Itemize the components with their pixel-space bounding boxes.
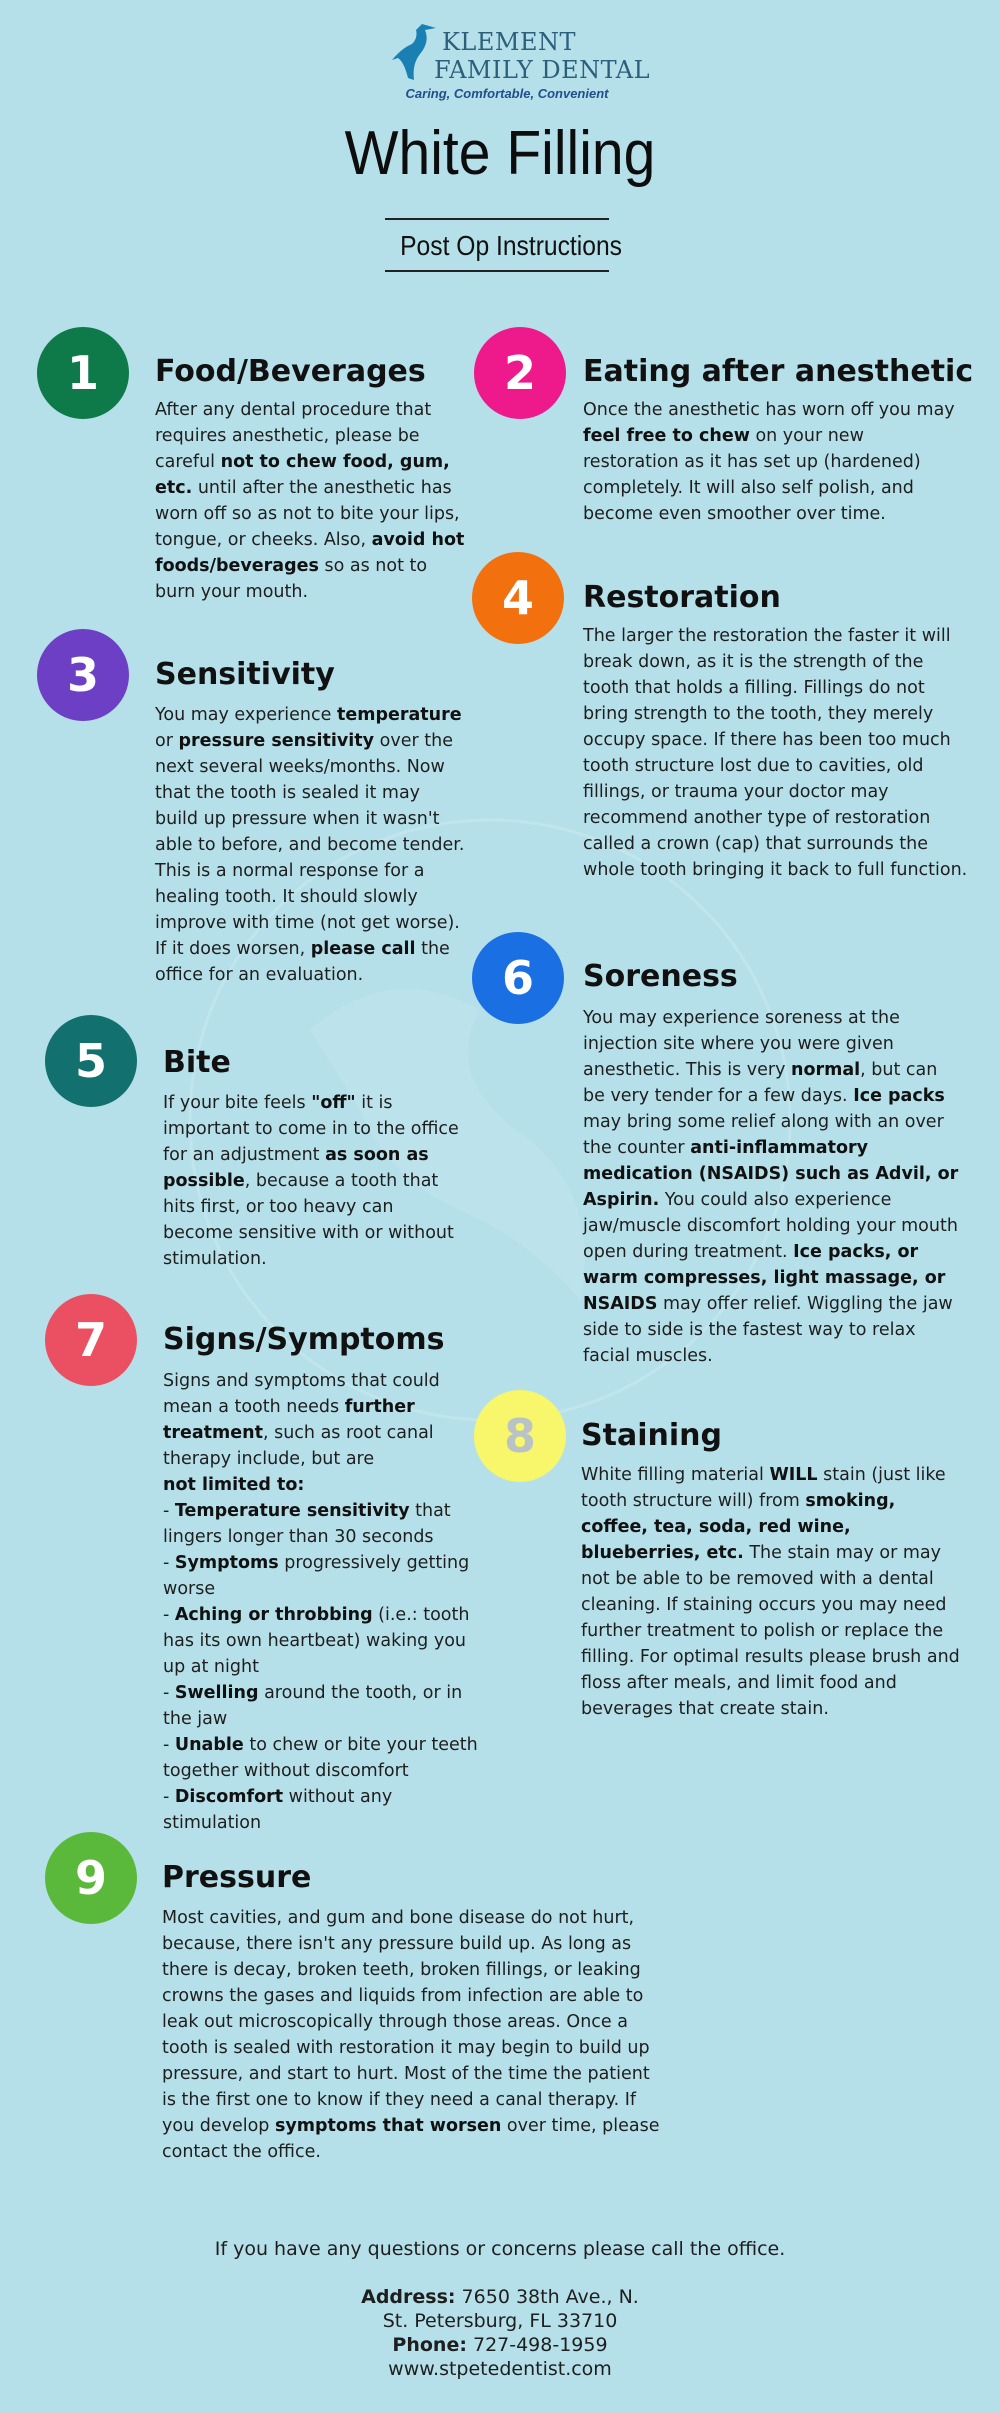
section-body: You may experience temperature or pressure sensitivity over the next several weeks/months. Now that the tooth is sealed it may build up pressure when it wasn't able to before, and become tender. This is a normal response for a healing tooth. It should slowly improve with time (not get worse). If it does worsen, please call the office for an evaluation. (155, 705, 465, 985)
section-title: Restoration (583, 580, 781, 615)
page-title: White Filling (344, 119, 656, 188)
website-link[interactable]: www.stpetedentist.com (388, 2358, 612, 2380)
number-badge-7: 7 (45, 1294, 137, 1386)
phone-line: Phone: 727-498-1959 (392, 2334, 608, 2356)
pelican-bird-icon (392, 20, 440, 84)
number-badge-2: 2 (474, 327, 566, 419)
list-item: - Temperature sensitivity that lingers longer than 30 seconds (163, 1501, 451, 1547)
section-title: Food/Beverages (155, 354, 426, 389)
number-badge-5: 5 (45, 1015, 137, 1107)
section-body: After any dental procedure that requires anesthetic, please be careful not to chew food, gum, etc. until after the anesthetic has worn off so as not to bite your lips, tongue, or cheeks. Also, avoid hot foods/beverages so as not to burn your mouth. (155, 400, 465, 602)
address-line-2: St. Petersburg, FL 33710 (382, 2310, 618, 2332)
section-body: If your bite feels "off" it is important to come in to the office for an adjustment as soon as possible, because a tooth that hits first, or too heavy can become sensitive with or without stimulation. (163, 1093, 459, 1269)
section-body: Signs and symptoms that could mean a tooth needs further treatment, such as root canal therapy include, but are not limited to: - Temperature sensitivity that lingers longer than 30 seconds - Symptoms progressively getting worse - Aching or throbbing (i.e.: tooth has its own heartbeat) waking you up at night - Swelling around the tooth, or in the jaw - Unable to chew or bite your teeth together without discomfort - Discomfort without any stimulation (163, 1368, 488, 1836)
address-line-1: Address: 7650 38th Ave., N. (361, 2286, 639, 2308)
logo-tagline: Caring, Comfortable, Convenient (405, 86, 609, 101)
number-badge-3: 3 (37, 629, 129, 721)
section-title: Soreness (583, 959, 738, 994)
section-title: Staining (581, 1418, 722, 1453)
section-title: Sensitivity (155, 657, 335, 692)
number-badge-9: 9 (45, 1832, 137, 1924)
number-badge-4: 4 (472, 552, 564, 644)
number-badge-8: 8 (474, 1390, 566, 1482)
contact-prompt: If you have any questions or concerns please call the office. (214, 2238, 786, 2260)
section-title: Bite (163, 1045, 231, 1080)
number-badge-6: 6 (472, 932, 564, 1024)
list-item: - Symptoms progressively getting worse (163, 1553, 470, 1599)
section-title: Eating after anesthetic (583, 354, 974, 389)
section-title: Signs/Symptoms (163, 1322, 445, 1357)
section-title: Pressure (162, 1860, 312, 1895)
list-item: - Discomfort without any stimulation (163, 1787, 393, 1833)
list-item: - Unable to chew or bite your teeth together without discomfort (163, 1735, 478, 1781)
subtitle-box (385, 218, 622, 272)
logo-name-line2: FAMILY DENTAL (434, 56, 651, 84)
brand-logo (392, 20, 651, 105)
section-body: White filling material WILL stain (just like tooth structure will) from smoking, coffee, tea, soda, red wine, blueberries, etc. The stain may or may not be able to be removed with a dental cleaning. If staining occurs you may need further treatment to polish or replace the filling. For optimal results please brush and floss after meals, and limit food and beverages that create stain. (581, 1465, 960, 1719)
logo-name-line1: KLEMENT (442, 28, 576, 56)
list-item: - Aching or throbbing (i.e.: tooth has its own heartbeat) waking you up at night (163, 1605, 470, 1677)
section-body: The larger the restoration the faster it will break down, as it is the strength of the tooth that holds a filling. Fillings do not bring strength to the tooth, they merely occupy space. If there has been too much tooth structure lost due to cavities, old fillings, or trauma your doctor may recommend another type of restoration called a crown (cap) that surrounds the whole tooth bringing it back to full function. (583, 626, 968, 880)
list-item: - Swelling around the tooth, or in the jaw (163, 1683, 463, 1729)
page-subtitle: Post Op Instructions (400, 230, 622, 261)
contact-info (0, 2285, 1000, 2381)
section-body: Most cavities, and gum and bone disease do not hurt, because, there isn't any pressure build up. As long as there is decay, broken teeth, broken fillings, or leaking crowns the gases and liquids from infection are able to leak out microscopically through those areas. Once a tooth is sealed with restoration it may begin to build up pressure, and start to hurt. Most of the time the patient is the first one to know if they need a canal therapy. If you develop symptoms that worsen over time, please contact the office. (162, 1908, 660, 2162)
section-body: You may experience soreness at the injection site where you were given anesthetic. This is very normal, but can be very tender for a few days. Ice packs may bring some relief along with an over the counter anti-inflammatory medication (NSAIDS) such as Advil, or Aspirin. You could also experience jaw/muscle discomfort holding your mouth open during treatment. Ice packs, or warm compresses, light massage, or NSAIDS may offer relief. Wiggling the jaw side to side is the fastest way to relax facial muscles. (583, 1008, 959, 1366)
section-body: Once the anesthetic has worn off you may feel free to chew on your new restoration as it has set up (hardened) completely. It will also self polish, and become even smoother over time. (583, 400, 955, 524)
number-badge-1: 1 (37, 327, 129, 419)
